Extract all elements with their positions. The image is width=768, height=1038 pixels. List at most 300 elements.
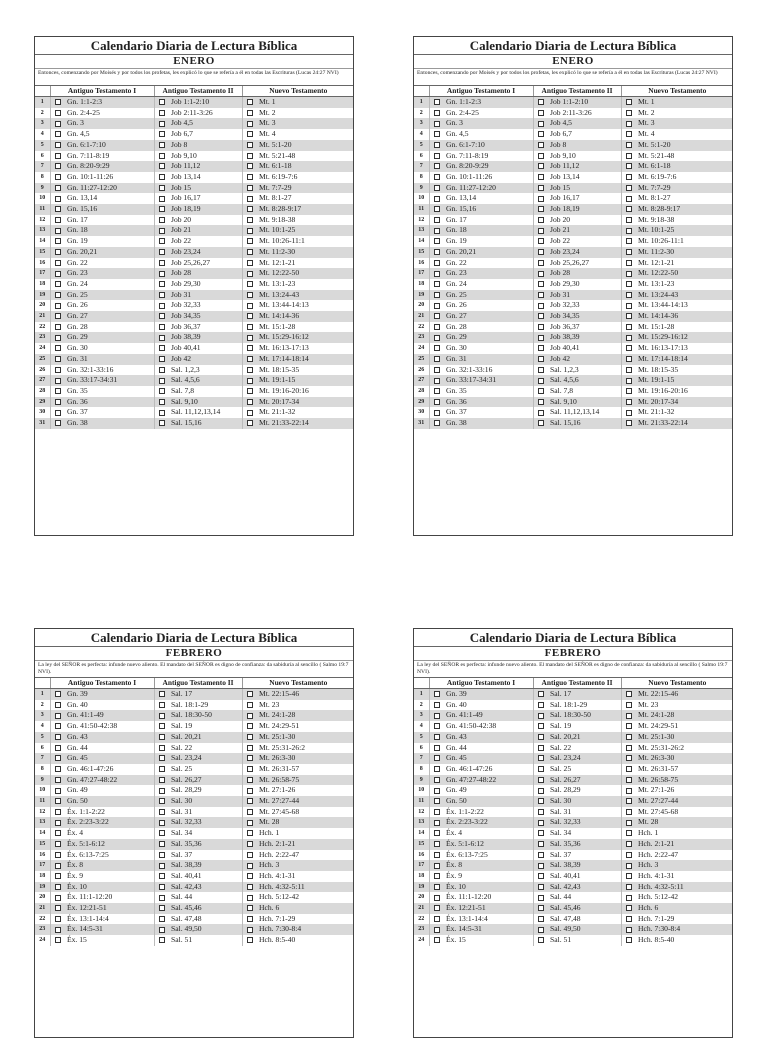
checkbox-icon[interactable]	[538, 217, 544, 223]
checkbox-icon[interactable]	[55, 884, 61, 890]
checkbox-icon[interactable]	[55, 99, 61, 105]
checkbox-icon[interactable]	[626, 884, 632, 890]
checkbox-icon[interactable]	[55, 378, 61, 384]
checkbox-icon[interactable]	[159, 303, 165, 309]
checkbox-icon[interactable]	[159, 410, 165, 416]
checkbox-icon[interactable]	[434, 249, 440, 255]
checkbox-icon[interactable]	[159, 927, 165, 933]
checkbox-icon[interactable]	[55, 367, 61, 373]
checkbox-icon[interactable]	[159, 131, 165, 137]
checkbox-icon[interactable]	[626, 206, 632, 212]
checkbox-icon[interactable]	[538, 367, 544, 373]
checkbox-icon[interactable]	[247, 852, 253, 858]
checkbox-icon[interactable]	[55, 217, 61, 223]
checkbox-icon[interactable]	[55, 388, 61, 394]
checkbox-icon[interactable]	[247, 777, 253, 783]
checkbox-icon[interactable]	[55, 734, 61, 740]
checkbox-icon[interactable]	[247, 281, 253, 287]
checkbox-icon[interactable]	[247, 723, 253, 729]
checkbox-icon[interactable]	[626, 723, 632, 729]
checkbox-icon[interactable]	[247, 378, 253, 384]
checkbox-icon[interactable]	[434, 905, 440, 911]
checkbox-icon[interactable]	[247, 755, 253, 761]
checkbox-icon[interactable]	[626, 863, 632, 869]
checkbox-icon[interactable]	[626, 238, 632, 244]
checkbox-icon[interactable]	[538, 153, 544, 159]
checkbox-icon[interactable]	[247, 228, 253, 234]
checkbox-icon[interactable]	[247, 99, 253, 105]
checkbox-icon[interactable]	[55, 228, 61, 234]
checkbox-icon[interactable]	[538, 121, 544, 127]
checkbox-icon[interactable]	[538, 260, 544, 266]
checkbox-icon[interactable]	[626, 873, 632, 879]
checkbox-icon[interactable]	[626, 895, 632, 901]
checkbox-icon[interactable]	[434, 206, 440, 212]
checkbox-icon[interactable]	[159, 766, 165, 772]
checkbox-icon[interactable]	[626, 798, 632, 804]
checkbox-icon[interactable]	[55, 702, 61, 708]
checkbox-icon[interactable]	[434, 884, 440, 890]
checkbox-icon[interactable]	[159, 873, 165, 879]
checkbox-icon[interactable]	[55, 745, 61, 751]
checkbox-icon[interactable]	[626, 174, 632, 180]
checkbox-icon[interactable]	[538, 378, 544, 384]
checkbox-icon[interactable]	[55, 937, 61, 943]
checkbox-icon[interactable]	[247, 196, 253, 202]
checkbox-icon[interactable]	[538, 281, 544, 287]
checkbox-icon[interactable]	[247, 356, 253, 362]
checkbox-icon[interactable]	[247, 303, 253, 309]
checkbox-icon[interactable]	[247, 410, 253, 416]
checkbox-icon[interactable]	[247, 131, 253, 137]
checkbox-icon[interactable]	[247, 863, 253, 869]
checkbox-icon[interactable]	[538, 399, 544, 405]
checkbox-icon[interactable]	[434, 228, 440, 234]
checkbox-icon[interactable]	[55, 324, 61, 330]
checkbox-icon[interactable]	[55, 249, 61, 255]
checkbox-icon[interactable]	[626, 292, 632, 298]
checkbox-icon[interactable]	[159, 153, 165, 159]
checkbox-icon[interactable]	[159, 238, 165, 244]
checkbox-icon[interactable]	[626, 399, 632, 405]
checkbox-icon[interactable]	[55, 895, 61, 901]
checkbox-icon[interactable]	[434, 713, 440, 719]
checkbox-icon[interactable]	[434, 734, 440, 740]
checkbox-icon[interactable]	[434, 142, 440, 148]
checkbox-icon[interactable]	[626, 99, 632, 105]
checkbox-icon[interactable]	[247, 937, 253, 943]
checkbox-icon[interactable]	[247, 399, 253, 405]
checkbox-icon[interactable]	[159, 777, 165, 783]
checkbox-icon[interactable]	[626, 249, 632, 255]
checkbox-icon[interactable]	[538, 895, 544, 901]
checkbox-icon[interactable]	[626, 830, 632, 836]
checkbox-icon[interactable]	[247, 217, 253, 223]
checkbox-icon[interactable]	[159, 260, 165, 266]
checkbox-icon[interactable]	[626, 755, 632, 761]
checkbox-icon[interactable]	[626, 335, 632, 341]
checkbox-icon[interactable]	[434, 131, 440, 137]
checkbox-icon[interactable]	[55, 927, 61, 933]
checkbox-icon[interactable]	[159, 691, 165, 697]
checkbox-icon[interactable]	[159, 723, 165, 729]
checkbox-icon[interactable]	[434, 788, 440, 794]
checkbox-icon[interactable]	[538, 734, 544, 740]
checkbox-icon[interactable]	[55, 110, 61, 116]
checkbox-icon[interactable]	[55, 303, 61, 309]
checkbox-icon[interactable]	[434, 830, 440, 836]
checkbox-icon[interactable]	[626, 734, 632, 740]
checkbox-icon[interactable]	[55, 142, 61, 148]
checkbox-icon[interactable]	[538, 163, 544, 169]
checkbox-icon[interactable]	[538, 196, 544, 202]
checkbox-icon[interactable]	[55, 755, 61, 761]
checkbox-icon[interactable]	[159, 388, 165, 394]
checkbox-icon[interactable]	[626, 410, 632, 416]
checkbox-icon[interactable]	[159, 271, 165, 277]
checkbox-icon[interactable]	[538, 755, 544, 761]
checkbox-icon[interactable]	[626, 378, 632, 384]
checkbox-icon[interactable]	[626, 131, 632, 137]
checkbox-icon[interactable]	[247, 820, 253, 826]
checkbox-icon[interactable]	[247, 142, 253, 148]
checkbox-icon[interactable]	[159, 142, 165, 148]
checkbox-icon[interactable]	[434, 777, 440, 783]
checkbox-icon[interactable]	[55, 345, 61, 351]
checkbox-icon[interactable]	[247, 691, 253, 697]
checkbox-icon[interactable]	[538, 99, 544, 105]
checkbox-icon[interactable]	[247, 271, 253, 277]
checkbox-icon[interactable]	[538, 324, 544, 330]
checkbox-icon[interactable]	[55, 163, 61, 169]
checkbox-icon[interactable]	[626, 388, 632, 394]
checkbox-icon[interactable]	[159, 174, 165, 180]
checkbox-icon[interactable]	[159, 249, 165, 255]
checkbox-icon[interactable]	[434, 271, 440, 277]
checkbox-icon[interactable]	[247, 713, 253, 719]
checkbox-icon[interactable]	[159, 916, 165, 922]
checkbox-icon[interactable]	[626, 766, 632, 772]
checkbox-icon[interactable]	[538, 873, 544, 879]
checkbox-icon[interactable]	[626, 324, 632, 330]
checkbox-icon[interactable]	[538, 142, 544, 148]
checkbox-icon[interactable]	[159, 755, 165, 761]
checkbox-icon[interactable]	[159, 324, 165, 330]
checkbox-icon[interactable]	[247, 324, 253, 330]
checkbox-icon[interactable]	[538, 691, 544, 697]
checkbox-icon[interactable]	[626, 916, 632, 922]
checkbox-icon[interactable]	[434, 916, 440, 922]
checkbox-icon[interactable]	[247, 153, 253, 159]
checkbox-icon[interactable]	[247, 905, 253, 911]
checkbox-icon[interactable]	[538, 745, 544, 751]
checkbox-icon[interactable]	[434, 873, 440, 879]
checkbox-icon[interactable]	[538, 863, 544, 869]
checkbox-icon[interactable]	[538, 713, 544, 719]
checkbox-icon[interactable]	[55, 131, 61, 137]
checkbox-icon[interactable]	[434, 410, 440, 416]
checkbox-icon[interactable]	[626, 281, 632, 287]
checkbox-icon[interactable]	[434, 937, 440, 943]
checkbox-icon[interactable]	[55, 788, 61, 794]
checkbox-icon[interactable]	[55, 271, 61, 277]
checkbox-icon[interactable]	[434, 153, 440, 159]
checkbox-icon[interactable]	[434, 196, 440, 202]
checkbox-icon[interactable]	[159, 185, 165, 191]
checkbox-icon[interactable]	[626, 809, 632, 815]
checkbox-icon[interactable]	[626, 303, 632, 309]
checkbox-icon[interactable]	[626, 217, 632, 223]
checkbox-icon[interactable]	[247, 873, 253, 879]
checkbox-icon[interactable]	[626, 271, 632, 277]
checkbox-icon[interactable]	[538, 927, 544, 933]
checkbox-icon[interactable]	[434, 281, 440, 287]
checkbox-icon[interactable]	[626, 777, 632, 783]
checkbox-icon[interactable]	[247, 174, 253, 180]
checkbox-icon[interactable]	[247, 388, 253, 394]
checkbox-icon[interactable]	[626, 142, 632, 148]
checkbox-icon[interactable]	[159, 884, 165, 890]
checkbox-icon[interactable]	[434, 356, 440, 362]
checkbox-icon[interactable]	[434, 121, 440, 127]
checkbox-icon[interactable]	[247, 420, 253, 426]
checkbox-icon[interactable]	[247, 249, 253, 255]
checkbox-icon[interactable]	[538, 228, 544, 234]
checkbox-icon[interactable]	[159, 830, 165, 836]
checkbox-icon[interactable]	[434, 745, 440, 751]
checkbox-icon[interactable]	[538, 131, 544, 137]
checkbox-icon[interactable]	[55, 206, 61, 212]
checkbox-icon[interactable]	[538, 766, 544, 772]
checkbox-icon[interactable]	[55, 766, 61, 772]
checkbox-icon[interactable]	[538, 702, 544, 708]
checkbox-icon[interactable]	[538, 798, 544, 804]
checkbox-icon[interactable]	[626, 841, 632, 847]
checkbox-icon[interactable]	[538, 174, 544, 180]
checkbox-icon[interactable]	[247, 185, 253, 191]
checkbox-icon[interactable]	[247, 345, 253, 351]
checkbox-icon[interactable]	[247, 163, 253, 169]
checkbox-icon[interactable]	[538, 916, 544, 922]
checkbox-icon[interactable]	[538, 313, 544, 319]
checkbox-icon[interactable]	[434, 755, 440, 761]
checkbox-icon[interactable]	[159, 937, 165, 943]
checkbox-icon[interactable]	[55, 830, 61, 836]
checkbox-icon[interactable]	[247, 367, 253, 373]
checkbox-icon[interactable]	[434, 863, 440, 869]
checkbox-icon[interactable]	[538, 238, 544, 244]
checkbox-icon[interactable]	[55, 841, 61, 847]
checkbox-icon[interactable]	[159, 820, 165, 826]
checkbox-icon[interactable]	[247, 788, 253, 794]
checkbox-icon[interactable]	[159, 399, 165, 405]
checkbox-icon[interactable]	[538, 809, 544, 815]
checkbox-icon[interactable]	[538, 303, 544, 309]
checkbox-icon[interactable]	[434, 99, 440, 105]
checkbox-icon[interactable]	[538, 335, 544, 341]
checkbox-icon[interactable]	[434, 345, 440, 351]
checkbox-icon[interactable]	[55, 809, 61, 815]
checkbox-icon[interactable]	[247, 927, 253, 933]
checkbox-icon[interactable]	[159, 335, 165, 341]
checkbox-icon[interactable]	[434, 378, 440, 384]
checkbox-icon[interactable]	[247, 830, 253, 836]
checkbox-icon[interactable]	[434, 260, 440, 266]
checkbox-icon[interactable]	[55, 356, 61, 362]
checkbox-icon[interactable]	[538, 110, 544, 116]
checkbox-icon[interactable]	[538, 884, 544, 890]
checkbox-icon[interactable]	[247, 916, 253, 922]
checkbox-icon[interactable]	[55, 121, 61, 127]
checkbox-icon[interactable]	[159, 734, 165, 740]
checkbox-icon[interactable]	[538, 185, 544, 191]
checkbox-icon[interactable]	[626, 927, 632, 933]
checkbox-icon[interactable]	[55, 313, 61, 319]
checkbox-icon[interactable]	[626, 121, 632, 127]
checkbox-icon[interactable]	[159, 863, 165, 869]
checkbox-icon[interactable]	[434, 313, 440, 319]
checkbox-icon[interactable]	[55, 174, 61, 180]
checkbox-icon[interactable]	[538, 292, 544, 298]
checkbox-icon[interactable]	[159, 895, 165, 901]
checkbox-icon[interactable]	[55, 399, 61, 405]
checkbox-icon[interactable]	[626, 313, 632, 319]
checkbox-icon[interactable]	[626, 852, 632, 858]
checkbox-icon[interactable]	[434, 766, 440, 772]
checkbox-icon[interactable]	[55, 798, 61, 804]
checkbox-icon[interactable]	[434, 174, 440, 180]
checkbox-icon[interactable]	[55, 153, 61, 159]
checkbox-icon[interactable]	[159, 356, 165, 362]
checkbox-icon[interactable]	[434, 841, 440, 847]
checkbox-icon[interactable]	[434, 895, 440, 901]
checkbox-icon[interactable]	[538, 345, 544, 351]
checkbox-icon[interactable]	[247, 313, 253, 319]
checkbox-icon[interactable]	[626, 196, 632, 202]
checkbox-icon[interactable]	[55, 335, 61, 341]
checkbox-icon[interactable]	[247, 884, 253, 890]
checkbox-icon[interactable]	[434, 820, 440, 826]
checkbox-icon[interactable]	[538, 820, 544, 826]
checkbox-icon[interactable]	[159, 841, 165, 847]
checkbox-icon[interactable]	[55, 260, 61, 266]
checkbox-icon[interactable]	[538, 356, 544, 362]
checkbox-icon[interactable]	[159, 852, 165, 858]
checkbox-icon[interactable]	[159, 121, 165, 127]
checkbox-icon[interactable]	[55, 196, 61, 202]
checkbox-icon[interactable]	[626, 345, 632, 351]
checkbox-icon[interactable]	[434, 367, 440, 373]
checkbox-icon[interactable]	[626, 745, 632, 751]
checkbox-icon[interactable]	[626, 260, 632, 266]
checkbox-icon[interactable]	[55, 723, 61, 729]
checkbox-icon[interactable]	[538, 937, 544, 943]
checkbox-icon[interactable]	[159, 163, 165, 169]
checkbox-icon[interactable]	[55, 820, 61, 826]
checkbox-icon[interactable]	[626, 228, 632, 234]
checkbox-icon[interactable]	[159, 217, 165, 223]
checkbox-icon[interactable]	[538, 271, 544, 277]
checkbox-icon[interactable]	[626, 788, 632, 794]
checkbox-icon[interactable]	[538, 410, 544, 416]
checkbox-icon[interactable]	[626, 367, 632, 373]
checkbox-icon[interactable]	[159, 798, 165, 804]
checkbox-icon[interactable]	[247, 110, 253, 116]
checkbox-icon[interactable]	[159, 713, 165, 719]
checkbox-icon[interactable]	[538, 852, 544, 858]
checkbox-icon[interactable]	[247, 292, 253, 298]
checkbox-icon[interactable]	[626, 937, 632, 943]
checkbox-icon[interactable]	[434, 927, 440, 933]
checkbox-icon[interactable]	[626, 153, 632, 159]
checkbox-icon[interactable]	[538, 723, 544, 729]
checkbox-icon[interactable]	[626, 356, 632, 362]
checkbox-icon[interactable]	[434, 217, 440, 223]
checkbox-icon[interactable]	[55, 852, 61, 858]
checkbox-icon[interactable]	[55, 238, 61, 244]
checkbox-icon[interactable]	[159, 420, 165, 426]
checkbox-icon[interactable]	[159, 99, 165, 105]
checkbox-icon[interactable]	[434, 324, 440, 330]
checkbox-icon[interactable]	[55, 292, 61, 298]
checkbox-icon[interactable]	[55, 691, 61, 697]
checkbox-icon[interactable]	[159, 702, 165, 708]
checkbox-icon[interactable]	[626, 713, 632, 719]
checkbox-icon[interactable]	[538, 788, 544, 794]
checkbox-icon[interactable]	[434, 798, 440, 804]
checkbox-icon[interactable]	[159, 905, 165, 911]
checkbox-icon[interactable]	[159, 313, 165, 319]
checkbox-icon[interactable]	[538, 777, 544, 783]
checkbox-icon[interactable]	[55, 873, 61, 879]
checkbox-icon[interactable]	[247, 895, 253, 901]
checkbox-icon[interactable]	[247, 206, 253, 212]
checkbox-icon[interactable]	[159, 292, 165, 298]
checkbox-icon[interactable]	[434, 723, 440, 729]
checkbox-icon[interactable]	[159, 378, 165, 384]
checkbox-icon[interactable]	[626, 420, 632, 426]
checkbox-icon[interactable]	[55, 905, 61, 911]
checkbox-icon[interactable]	[434, 110, 440, 116]
checkbox-icon[interactable]	[55, 777, 61, 783]
checkbox-icon[interactable]	[159, 206, 165, 212]
checkbox-icon[interactable]	[55, 863, 61, 869]
checkbox-icon[interactable]	[247, 734, 253, 740]
checkbox-icon[interactable]	[626, 702, 632, 708]
checkbox-icon[interactable]	[626, 110, 632, 116]
checkbox-icon[interactable]	[626, 163, 632, 169]
checkbox-icon[interactable]	[55, 410, 61, 416]
checkbox-icon[interactable]	[626, 185, 632, 191]
checkbox-icon[interactable]	[247, 745, 253, 751]
checkbox-icon[interactable]	[55, 185, 61, 191]
checkbox-icon[interactable]	[159, 281, 165, 287]
checkbox-icon[interactable]	[55, 420, 61, 426]
checkbox-icon[interactable]	[247, 238, 253, 244]
checkbox-icon[interactable]	[159, 345, 165, 351]
checkbox-icon[interactable]	[434, 238, 440, 244]
checkbox-icon[interactable]	[159, 196, 165, 202]
checkbox-icon[interactable]	[434, 388, 440, 394]
checkbox-icon[interactable]	[247, 335, 253, 341]
checkbox-icon[interactable]	[159, 367, 165, 373]
checkbox-icon[interactable]	[247, 260, 253, 266]
checkbox-icon[interactable]	[159, 809, 165, 815]
checkbox-icon[interactable]	[55, 916, 61, 922]
checkbox-icon[interactable]	[538, 420, 544, 426]
checkbox-icon[interactable]	[159, 745, 165, 751]
checkbox-icon[interactable]	[434, 420, 440, 426]
